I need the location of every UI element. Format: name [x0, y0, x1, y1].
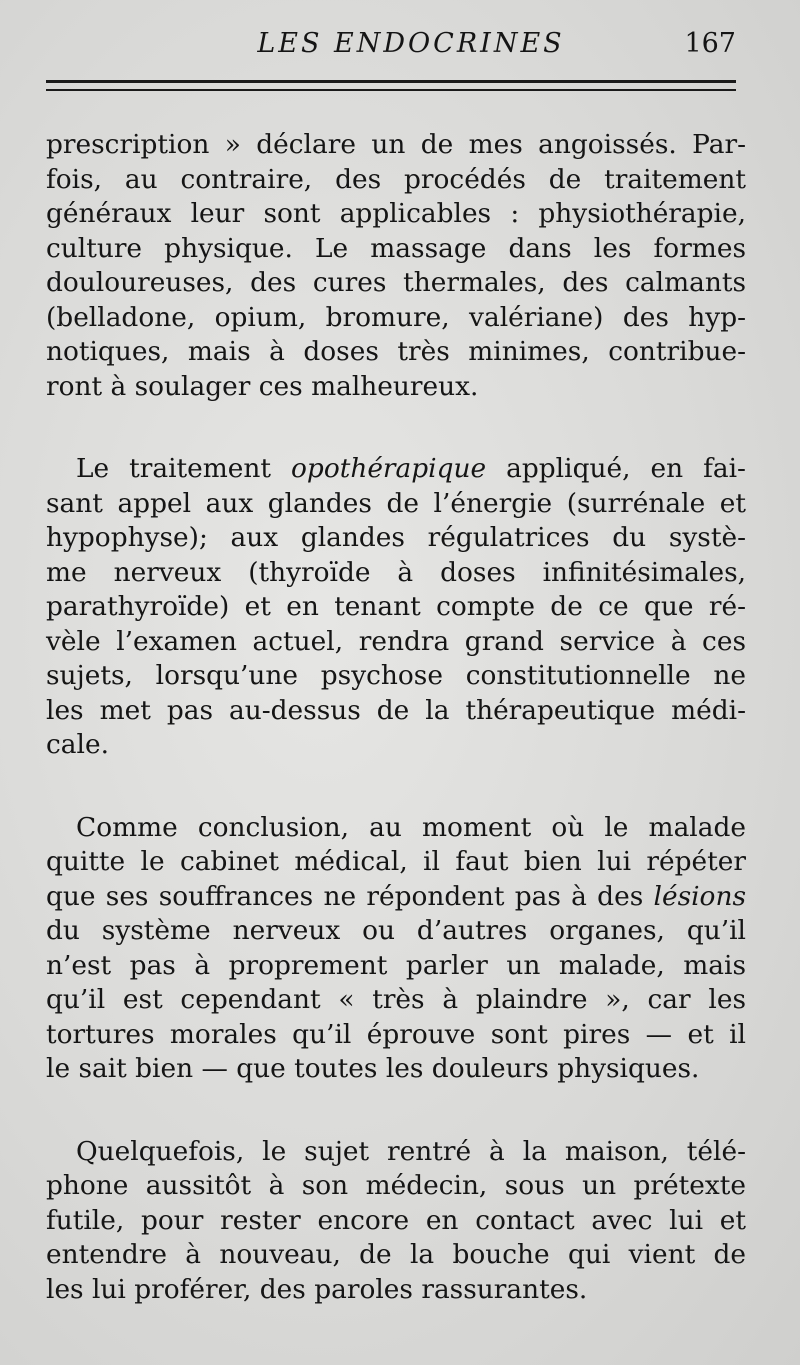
paragraph-3 [46, 811, 746, 1087]
running-title: LES ENDOCRINES [257, 28, 565, 59]
text-line: (belladone, opium, bromure, valériane) des hyp- [46, 301, 746, 333]
page-number: 167 [684, 28, 736, 59]
text-line: tortures morales qu’il éprouve sont pires — et il [46, 1018, 746, 1050]
text-run: Le traitement [76, 453, 292, 484]
text-line: notiques, mais à doses très minimes, contribue- [46, 336, 746, 367]
text-line: me nerveux (thyroïde à doses infinitésimales, [46, 556, 746, 588]
paragraph-1 [46, 128, 746, 404]
body-text [46, 128, 746, 1307]
text-line: généraux leur sont applicables : physiothérapie, [46, 198, 746, 229]
running-head [46, 22, 736, 66]
text-line: culture physique. Le massage dans les formes [46, 232, 746, 264]
paragraph-2 [46, 452, 746, 763]
text-run: appliqué, en fai- [486, 453, 746, 484]
text-line: entendre à nouveau, de la bouche qui vient de [46, 1239, 746, 1270]
text-line: vèle l’examen actuel, rendra grand service à ces [46, 625, 746, 657]
italic-term: lésions [653, 880, 746, 912]
text-line: Quelquefois, le sujet rentré à la maison, télé- [76, 1135, 746, 1167]
header-rule-thick [46, 80, 736, 83]
text-line [46, 452, 746, 487]
text-line: quitte le cabinet médical, il faut bien lui répéter [46, 846, 746, 877]
text-line: ront à soulager ces malheureux. [46, 370, 479, 402]
text-line: hypophyse); aux glandes régulatrices du systè- [46, 522, 746, 553]
text-line: phone aussitôt à son médecin, sous un prétexte [46, 1170, 746, 1201]
text-line: parathyroïde) et en tenant compte de ce que ré- [46, 591, 746, 622]
text-line: sujets, lorsqu’une psychose constitutionnelle ne [46, 660, 746, 691]
text-line: sant appel aux glandes de l’énergie (surrénale et [46, 487, 746, 519]
text-line: cale. [46, 729, 109, 760]
text-run: que ses souffrances ne répondent pas à des [46, 880, 654, 912]
text-line: futile, pour rester encore en contact avec lui et [46, 1204, 746, 1236]
text-line: du système nerveux ou d’autres organes, qu’il [46, 915, 746, 946]
text-line: les lui proférer, des paroles rassurantes. [46, 1273, 588, 1305]
text-line: le sait bien — que toutes les douleurs physiques. [46, 1053, 700, 1084]
text-line: prescription » déclare un de mes angoissés. Par- [46, 129, 746, 160]
text-line [46, 880, 746, 915]
italic-term: opothérapique [291, 453, 487, 484]
text-line: les met pas au-dessus de la thérapeutique médi- [46, 694, 746, 726]
header-rule-thin [46, 89, 736, 91]
text-line: douloureuses, des cures thermales, des calmants [46, 267, 746, 298]
text-line: Comme conclusion, au moment où le malade [76, 811, 746, 843]
text-line: n’est pas à proprement parler un malade, mais [46, 949, 746, 981]
text-line: fois, au contraire, des procédés de traitement [46, 163, 746, 195]
paragraph-4 [46, 1135, 746, 1308]
text-line: qu’il est cependant « très à plaindre », car les [46, 984, 746, 1015]
